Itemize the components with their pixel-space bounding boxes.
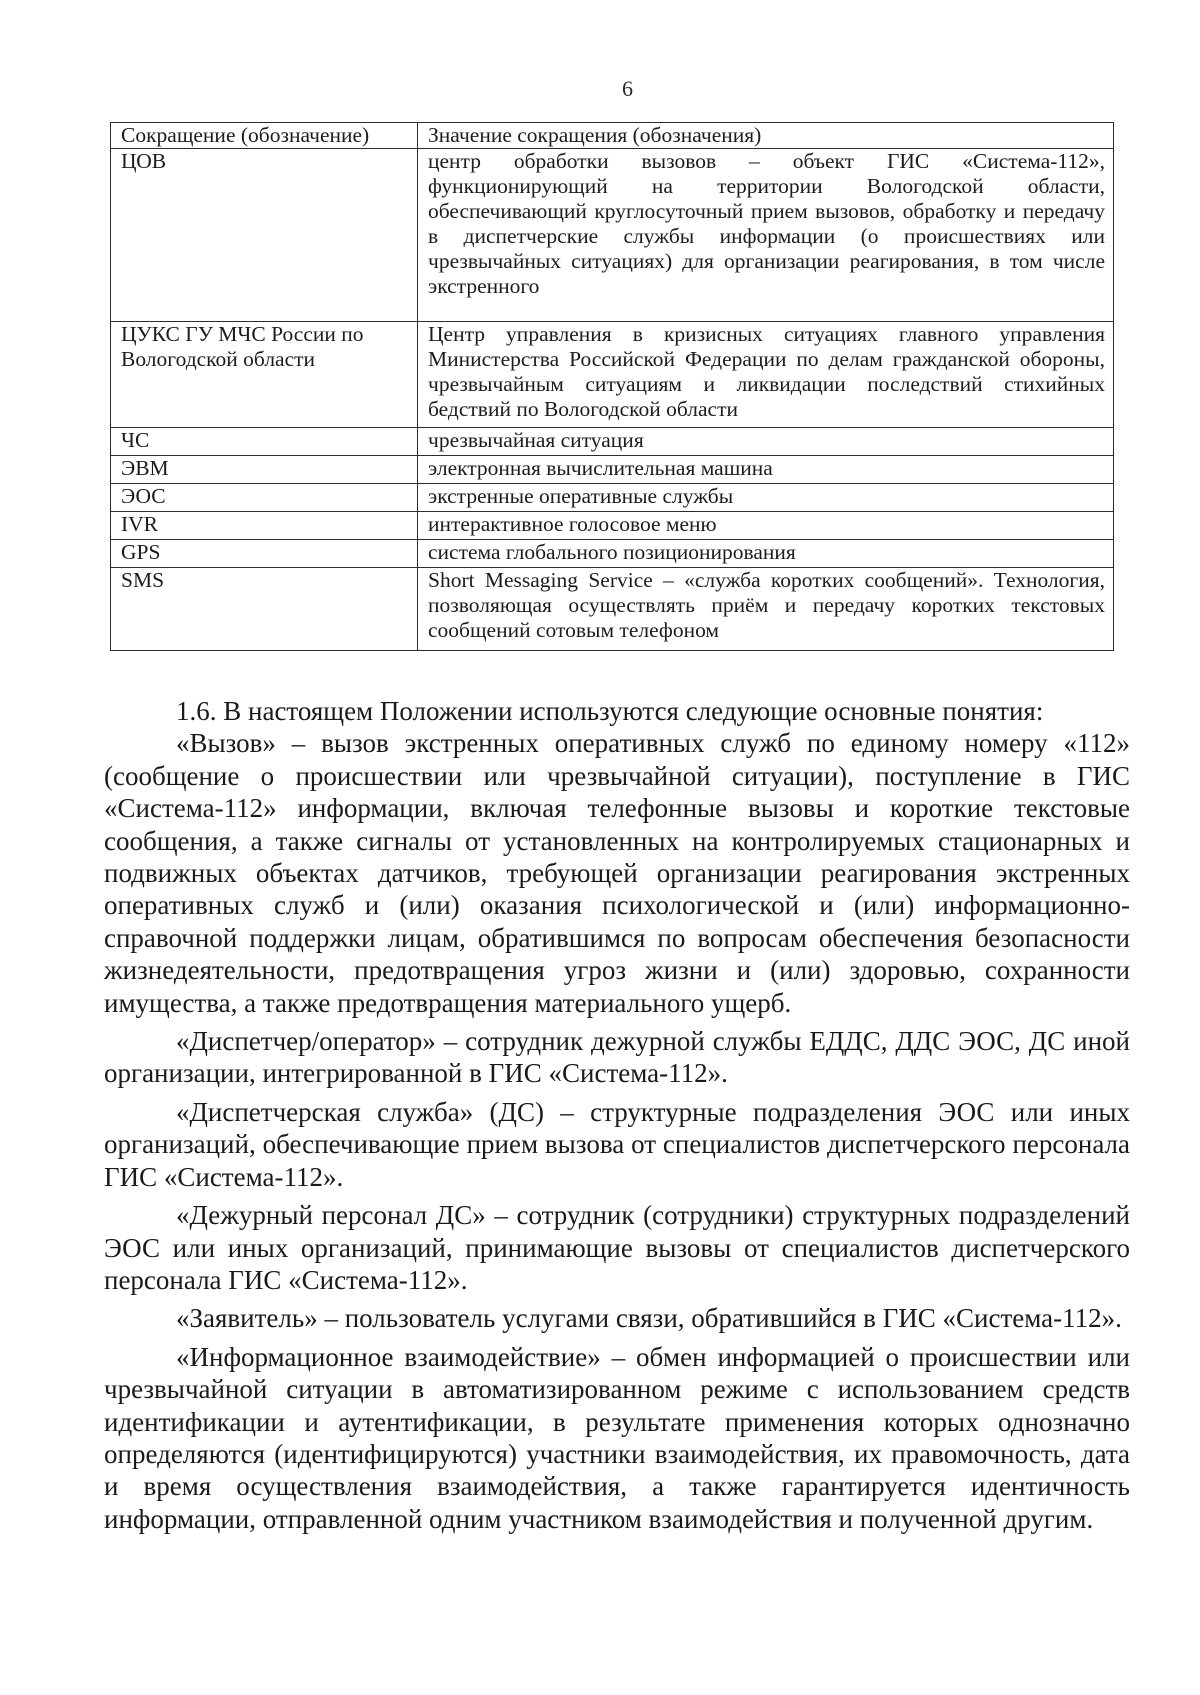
- abbreviations-table: [110, 122, 1114, 651]
- definition-paragraph: «Диспетчер/оператор» – сотрудник дежурной службы ЕДДС, ДДС ЭОС, ДС иной организации, интегрированной в ГИС «Система-112».: [104, 1026, 1130, 1089]
- meaning-cell: система глобального позиционирования: [418, 540, 1114, 568]
- definition-paragraph: «Заявитель» – пользователь услугами связи, обратившийся в ГИС «Система-112».: [176, 1303, 1122, 1334]
- table-row: [111, 149, 1114, 322]
- section-intro: 1.6. В настоящем Положении используются следующие основные понятия:: [176, 696, 1044, 726]
- abbreviation-cell: IVR: [111, 512, 418, 540]
- table-row: [111, 512, 1114, 540]
- abbreviation-cell: ЦОВ: [111, 149, 418, 322]
- table-row: [111, 428, 1114, 456]
- abbreviation-cell: SMS: [111, 568, 418, 651]
- column-header-abbreviation: Сокращение (обозначение): [111, 123, 418, 149]
- abbreviation-cell: ЭОС: [111, 484, 418, 512]
- meaning-cell: центр обработки вызовов – объект ГИС «Система-112», функционирующий на территории Вологодской области, обеспечивающий круглосуточный прием вызовов, обработку и передачу в диспетчерские службы информации (о происшествиях или чрезвычайных ситуациях) для организации реагирования, в том числе экстренного: [418, 149, 1114, 322]
- meaning-cell: Short Messaging Service – «служба коротких сообщений». Технология, позволяющая осуществлять приём и передачу коротких текстовых сообщений сотовым телефоном: [418, 568, 1114, 651]
- meaning-cell: экстренные оперативные службы: [418, 484, 1114, 512]
- page-number: 6: [622, 76, 633, 101]
- definition-paragraph: «Информационное взаимодействие» – обмен информацией о происшествии или чрезвычайной ситуации в автоматизированном режиме с использованием средств идентификации и аутентификации, в результате применения которых однозначно определяются (идентифицируются) участники взаимодействия, их правомочность, дата и время осуществления взаимодействия, а также гарантируется идентичность информации, отправленной одним участником взаимодействия и полученной другим.: [104, 1341, 1130, 1534]
- column-header-meaning: Значение сокращения (обозначения): [418, 123, 1114, 149]
- abbreviation-cell: ЦУКС ГУ МЧС России по Вологодской области: [111, 322, 418, 428]
- table-row: [111, 456, 1114, 484]
- table-header-row: [111, 123, 1114, 149]
- meaning-cell: чрезвычайная ситуация: [418, 428, 1114, 456]
- table-row: [111, 484, 1114, 512]
- abbreviation-cell: ЧС: [111, 428, 418, 456]
- definitions-section: [104, 695, 1130, 1535]
- table-row: [111, 540, 1114, 568]
- meaning-cell: электронная вычислительная машина: [418, 456, 1114, 484]
- table-row: [111, 322, 1114, 428]
- meaning-cell: Центр управления в кризисных ситуациях главного управления Министерства Российской Федерации по делам гражданской обороны, чрезвычайным ситуациям и ликвидации последствий стихийных бедствий по Вологодской области: [418, 322, 1114, 428]
- meaning-cell: интерактивное голосовое меню: [418, 512, 1114, 540]
- definition-paragraph: «Дежурный персонал ДС» – сотрудник (сотрудники) структурных подразделений ЭОС или иных организаций, принимающие вызовы от специалистов диспетчерского персонала ГИС «Система-112».: [104, 1200, 1130, 1295]
- abbreviation-cell: ЭВМ: [111, 456, 418, 484]
- table-row: [111, 568, 1114, 651]
- definition-paragraph: «Вызов» – вызов экстренных оперативных служб по единому номеру «112» (сообщение о происшествии или чрезвычайной ситуации), поступление в ГИС «Система-112» информации, включая телефонные вызовы и короткие текстовые сообщения, а также сигналы от установленных на контролируемых стационарных и подвижных объектах датчиков, требующей организации реагирования экстренных оперативных служб и (или) оказания психологической и (или) информационно-справочной поддержки лицам, обратившимся по вопросам обеспечения безопасности жизнедеятельности, предотвращения угроз жизни и (или) здоровью, сохранности имущества, а также предотвращения материального ущерб.: [104, 728, 1130, 1018]
- abbreviation-cell: GPS: [111, 540, 418, 568]
- definition-paragraph: «Диспетчерская служба» (ДС) – структурные подразделения ЭОС или иных организаций, обеспечивающие прием вызова от специалистов диспетчерского персонала ГИС «Система-112».: [104, 1096, 1130, 1192]
